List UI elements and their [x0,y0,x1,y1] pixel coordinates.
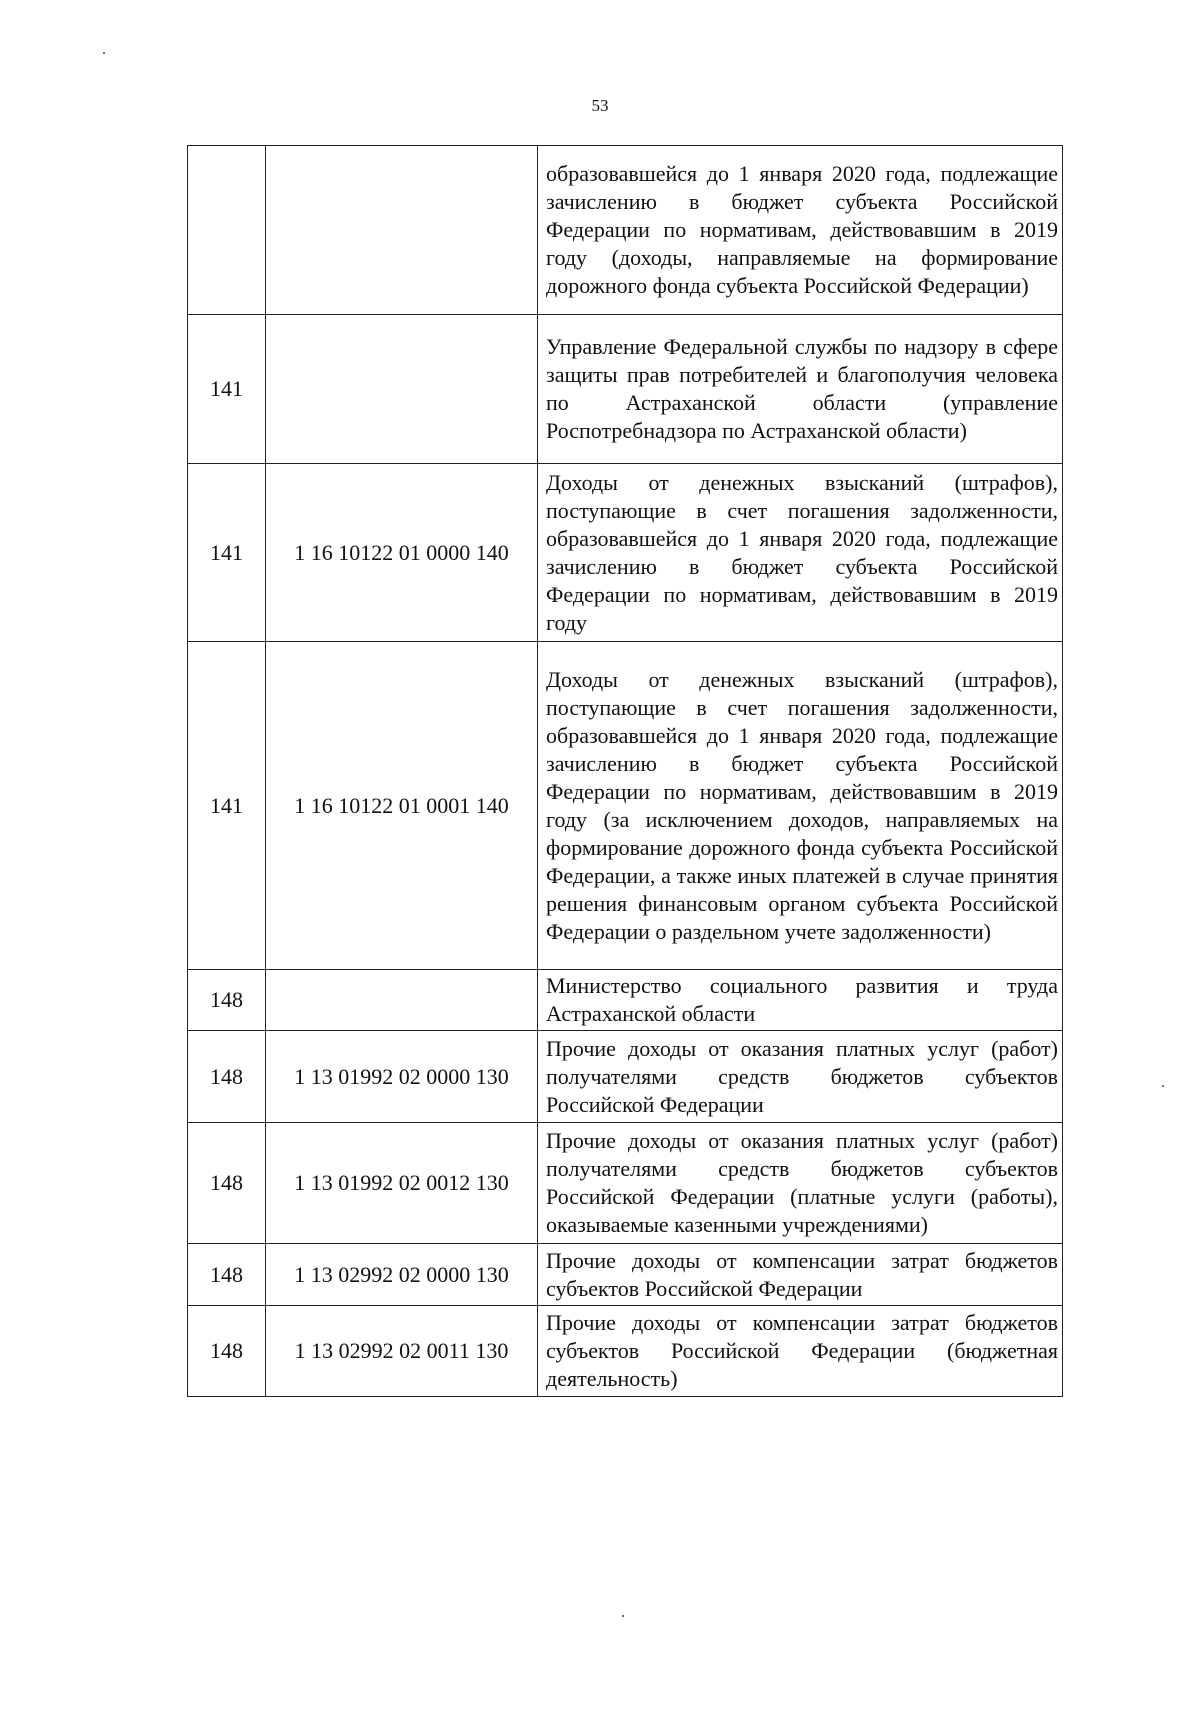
admin-code-cell: 148 [188,970,266,1031]
description-cell: Министерство социального развития и труда Астраханской области [538,970,1063,1031]
admin-code-cell: 141 [188,642,266,970]
budget-code-cell [266,315,538,464]
table-row [188,642,1063,970]
scan-speck [103,52,105,54]
admin-code-cell: 148 [188,1031,266,1123]
admin-code-cell: 141 [188,315,266,464]
description-cell: образовавшейся до 1 января 2020 года, подлежащие зачислению в бюджет субъекта Российской Федерации по нормативам, действовавшим в 2019 году (доходы, направляемые на формирование дорожного фонда субъекта Российской Федерации) [538,146,1063,315]
scan-speck [1162,1085,1164,1087]
description-cell: Доходы от денежных взысканий (штрафов), поступающие в счет погашения задолженности, образовавшейся до 1 января 2020 года, подлежащие зачислению в бюджет субъекта Российской Федерации по нормативам, действовавшим в 2019 году (за исключением доходов, направляемых на формирование дорожного фонда субъекта Российской Федерации, а также иных платежей в случае принятия решения финансовым органом субъекта Российской Федерации о раздельном учете задолженности) [538,642,1063,970]
table-row [188,1123,1063,1244]
admin-code-cell: 148 [188,1306,266,1397]
table-row [188,1306,1063,1397]
budget-code-cell: 1 13 01992 02 0012 130 [266,1123,538,1244]
budget-code-cell: 1 16 10122 01 0000 140 [266,464,538,642]
description-cell: Прочие доходы от оказания платных услуг (работ) получателями средств бюджетов субъектов Российской Федерации [538,1031,1063,1123]
table-row [188,1031,1063,1123]
admin-code-cell: 148 [188,1244,266,1306]
admin-code-cell: 141 [188,464,266,642]
description-cell: Прочие доходы от компенсации затрат бюджетов субъектов Российской Федерации [538,1244,1063,1306]
table-row [188,146,1063,315]
budget-revenue-table [187,145,1063,1397]
budget-code-cell: 1 13 02992 02 0011 130 [266,1306,538,1397]
page-number: 53 [591,96,609,115]
admin-code-cell [188,146,266,315]
budget-code-cell: 1 13 02992 02 0000 130 [266,1244,538,1306]
budget-code-cell [266,146,538,315]
budget-code-cell [266,970,538,1031]
table-row [188,464,1063,642]
table-row [188,970,1063,1031]
table-row [188,1244,1063,1306]
description-cell: Управление Федеральной службы по надзору в сфере защиты прав потребителей и благополучия человека по Астраханской области (управление Роспотребнадзора по Астраханской области) [538,315,1063,464]
description-cell: Прочие доходы от оказания платных услуг (работ) получателями средств бюджетов субъектов Российской Федерации (платные услуги (работы), оказываемые казенными учреждениями) [538,1123,1063,1244]
scan-speck [622,1615,624,1617]
description-cell: Доходы от денежных взысканий (штрафов), поступающие в счет погашения задолженности, образовавшейся до 1 января 2020 года, подлежащие зачислению в бюджет субъекта Российской Федерации по нормативам, действовавшим в 2019 году [538,464,1063,642]
table-row [188,315,1063,464]
description-cell: Прочие доходы от компенсации затрат бюджетов субъектов Российской Федерации (бюджетная деятельность) [538,1306,1063,1397]
budget-code-cell: 1 16 10122 01 0001 140 [266,642,538,970]
admin-code-cell: 148 [188,1123,266,1244]
budget-code-cell: 1 13 01992 02 0000 130 [266,1031,538,1123]
